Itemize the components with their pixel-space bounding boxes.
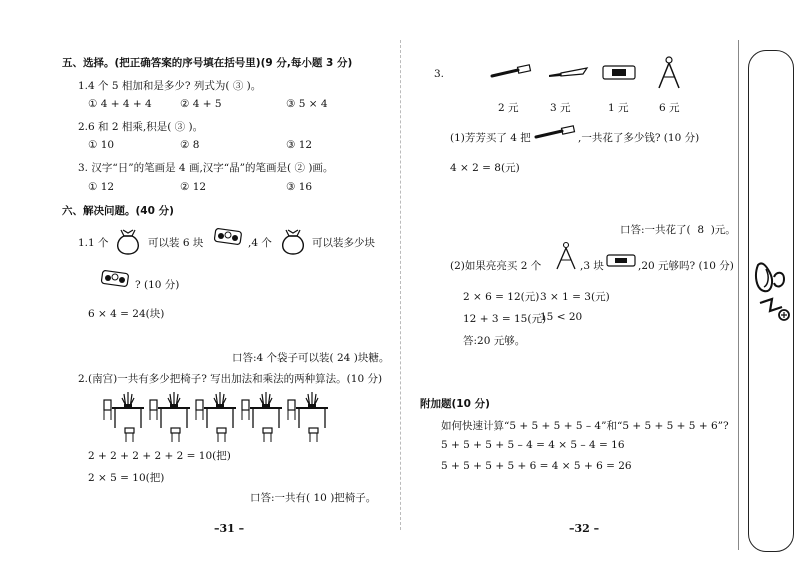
s6q1-text-a: 1.1 个 bbox=[78, 237, 109, 249]
sub2-work1b: 3 × 1 = 3(元) bbox=[540, 291, 610, 303]
q2-option-1: ① 10 bbox=[88, 139, 115, 151]
page-divider bbox=[400, 40, 401, 530]
s6q2-work2: 2 × 5 = 10(把) bbox=[88, 472, 165, 484]
q1-stem-text: 1.4 个 5 相加和是多少? 列式为( bbox=[78, 80, 230, 92]
s6q2-stem: 2.(南宫)一共有多少把椅子? 写出加法和乘法的两种算法。(10 分) bbox=[78, 373, 383, 385]
s6q1-answer-post: )块糖。 bbox=[353, 352, 390, 364]
q1-stem bbox=[78, 78, 261, 93]
sub1-stem-a: (1)芳芳买了 4 把 bbox=[450, 132, 531, 144]
q3-close: )画。 bbox=[308, 162, 334, 174]
sub2-stem-c: ,20 元够吗? (10 分) bbox=[638, 260, 734, 272]
sub1-answer-pre: 口答:一共花了( bbox=[620, 224, 691, 236]
s6q1-work: 6 × 4 = 24(块) bbox=[88, 308, 165, 320]
compass-icon bbox=[654, 55, 684, 91]
sub1-work: 4 × 2 = 8(元) bbox=[450, 162, 520, 174]
eraser-icon bbox=[605, 252, 639, 270]
s6q1-line2: ? (10 分) bbox=[135, 279, 180, 291]
q2-answer: ③ bbox=[174, 121, 186, 133]
q3-answer: ② bbox=[294, 162, 305, 174]
q3-option-1: ① 12 bbox=[88, 181, 115, 193]
desks-chairs-illustration bbox=[108, 388, 336, 444]
s6q2-answer-post: )把椅子。 bbox=[330, 492, 377, 504]
s6q2-answer-pre: 口答:一共有( bbox=[250, 492, 311, 504]
candy-icon bbox=[99, 268, 133, 290]
sub1-stem-b: ,一共花了多少钱? (10 分) bbox=[578, 132, 700, 144]
price-toothbrush: 2 元 bbox=[498, 102, 519, 114]
candy-icon bbox=[212, 226, 246, 248]
price-knife: 3 元 bbox=[550, 102, 571, 114]
s6q2-answer bbox=[250, 490, 376, 505]
q2-stem-text: 2.6 和 2 相乘,积是( bbox=[78, 121, 172, 133]
sub2-stem-b: ,3 块 bbox=[580, 260, 604, 272]
q1-option-2: ② 4 + 5 bbox=[180, 98, 222, 110]
bag-icon bbox=[113, 224, 143, 256]
sub2-work2b: 15 < 20 bbox=[540, 311, 583, 323]
section5-title: 五、选择。(把正确答案的序号填在括号里)(9 分,每小题 3 分) bbox=[62, 57, 353, 69]
s6q1-answer-pre: 口答:4 个袋子可以装( bbox=[232, 352, 334, 364]
bonus-work2: 5 + 5 + 5 + 5 + 6 = 4 × 5 + 6 = 26 bbox=[441, 460, 632, 472]
toothbrush-icon bbox=[490, 64, 534, 80]
s6q1-text-c: ,4 个 bbox=[248, 237, 272, 249]
q3-label: 3. bbox=[434, 68, 445, 80]
sub2-work2a: 12 + 3 = 15(元) bbox=[463, 313, 547, 325]
q2-close: )。 bbox=[188, 121, 204, 133]
sub2-answer: 答:20 元够。 bbox=[463, 335, 526, 347]
price-eraser: 1 元 bbox=[608, 102, 629, 114]
q1-answer: ③ bbox=[232, 80, 244, 92]
q3-option-3: ③ 16 bbox=[286, 181, 313, 193]
q1-option-3: ③ 5 × 4 bbox=[286, 98, 328, 110]
sub1-answer-val: 8 bbox=[697, 224, 705, 236]
q1-option-1: ① 4 + 4 + 4 bbox=[88, 98, 152, 110]
s6q1-text-b: 可以装 6 块 bbox=[148, 237, 204, 249]
s6q2-answer-val: 10 bbox=[313, 492, 327, 504]
bonus-stem: 如何快速计算“5 + 5 + 5 + 5 – 4”和“5 + 5 + 5 + 5 + 6”? bbox=[441, 420, 729, 432]
s6q1-answer-val: 24 bbox=[337, 352, 351, 364]
s6q2-work1: 2 + 2 + 2 + 2 + 2 = 10(把) bbox=[88, 450, 231, 462]
bag-icon bbox=[278, 224, 308, 256]
q3-stem-text: 3. 汉字“日”的笔画是 4 画,汉字“晶”的笔画是( bbox=[78, 162, 292, 174]
toothbrush-icon bbox=[534, 125, 578, 141]
knife-icon bbox=[547, 65, 589, 79]
s6q1-text-d: 可以装多少块 bbox=[312, 237, 375, 249]
q3-stem bbox=[78, 160, 333, 175]
sub2-work1a: 2 × 6 = 12(元) bbox=[463, 291, 540, 303]
page-number-right: –32 – bbox=[569, 522, 600, 535]
q3-option-2: ② 12 bbox=[180, 181, 207, 193]
q2-option-3: ③ 12 bbox=[286, 139, 313, 151]
q2-option-2: ② 8 bbox=[180, 139, 200, 151]
q1-close: )。 bbox=[246, 80, 262, 92]
bonus-work1: 5 + 5 + 5 + 5 – 4 = 4 × 5 – 4 = 16 bbox=[441, 439, 625, 451]
compass-icon bbox=[553, 241, 579, 271]
binding-line bbox=[738, 40, 739, 550]
section6-title: 六、解决问题。(40 分) bbox=[62, 205, 174, 217]
q2-stem bbox=[78, 119, 203, 134]
s6q1-answer bbox=[232, 350, 389, 365]
page-number-left: –31 – bbox=[214, 522, 245, 535]
bonus-title: 附加题(10 分) bbox=[420, 398, 490, 410]
eraser-icon bbox=[600, 62, 640, 82]
sub2-stem-a: (2)如果亮亮买 2 个 bbox=[450, 260, 542, 272]
brand-logo-icon bbox=[752, 255, 792, 330]
price-compass: 6 元 bbox=[659, 102, 680, 114]
sub1-answer bbox=[620, 222, 736, 237]
sub1-answer-post: )元。 bbox=[710, 224, 736, 236]
